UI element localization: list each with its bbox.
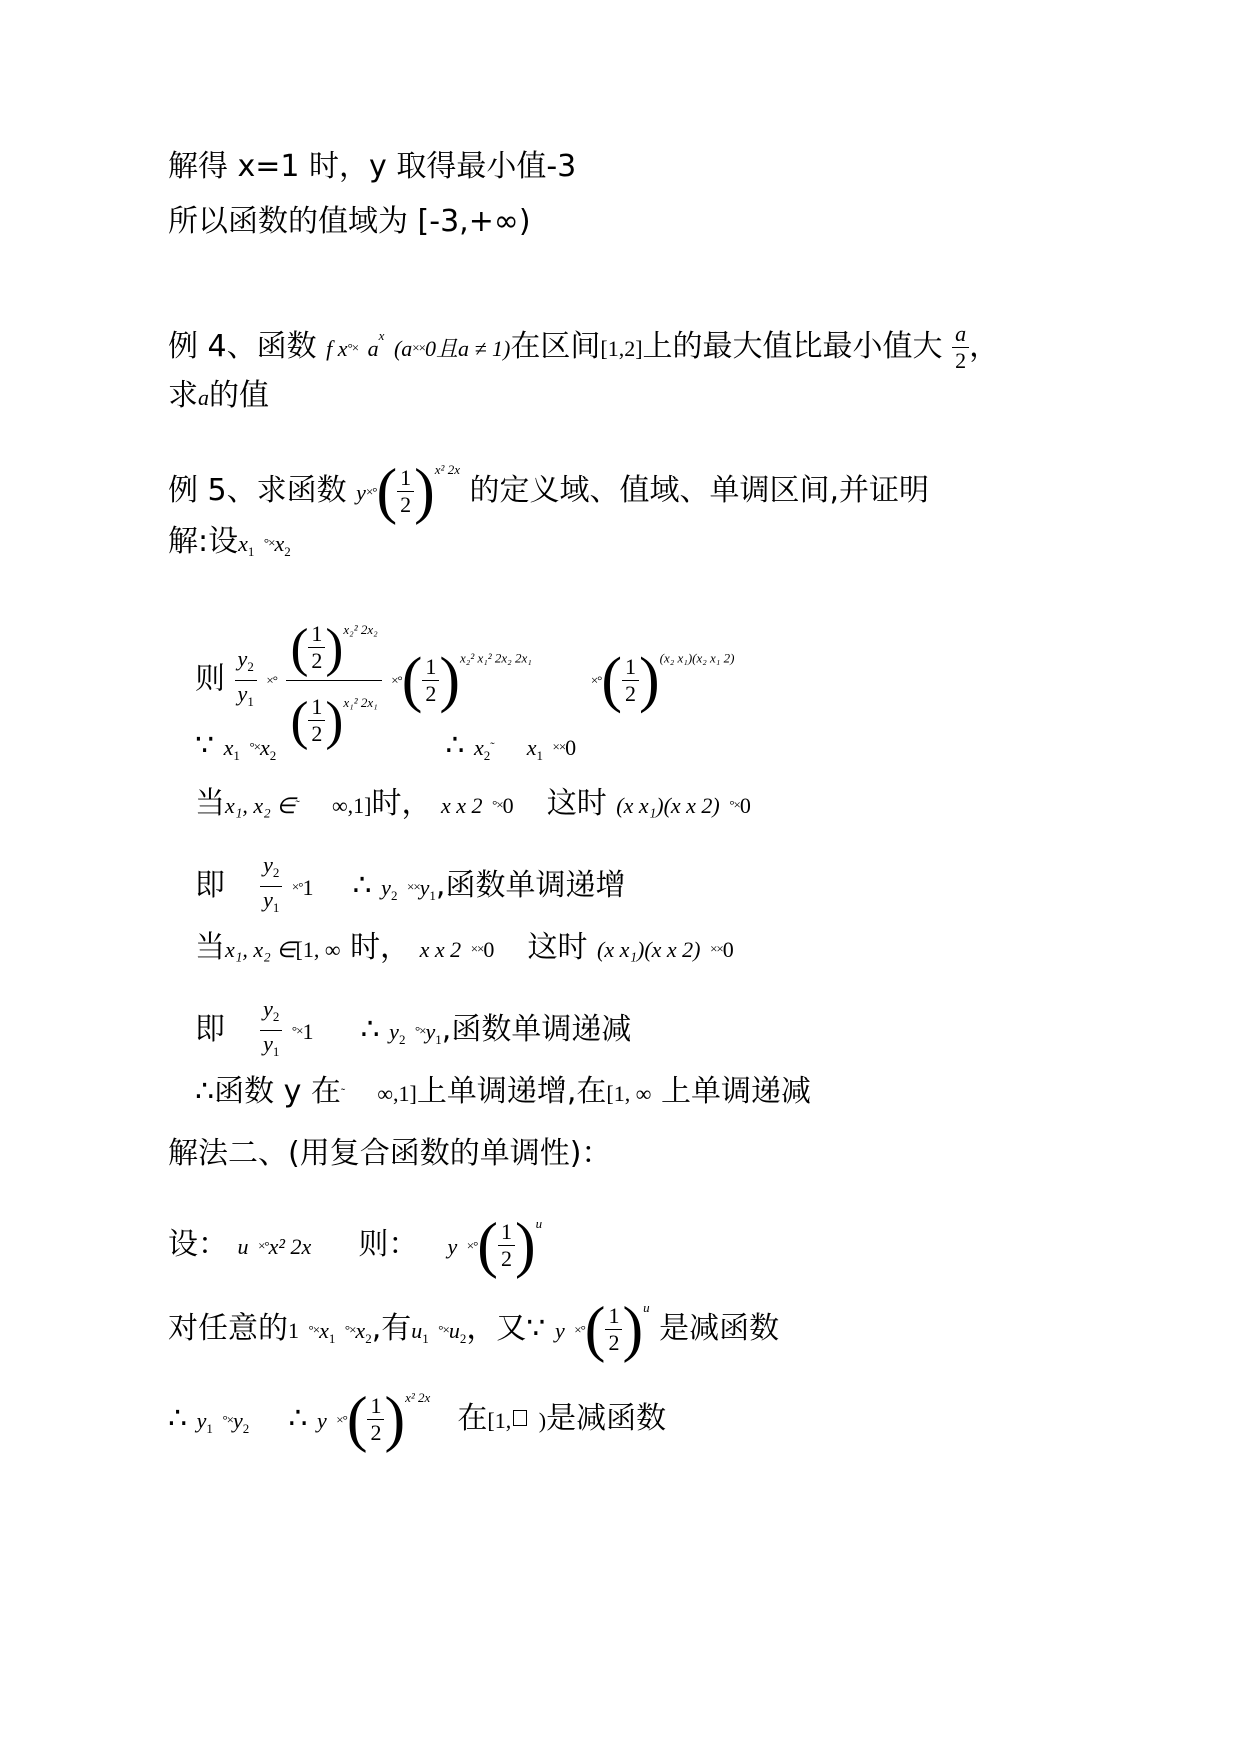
ratio-y2-y1: $\frac{y_2}{y_1}$	[235, 646, 257, 715]
arbitrary-statement: 对任意的1 $^\circ\times x_1$ $^\circ\times x_2$,有$u_1$ $^\circ\times u_2$，又∵ y ×°( $\frac{1}{2}$ )$^u$ 是减函数	[168, 1295, 780, 1364]
u-expression: x² 2x	[268, 1234, 312, 1259]
therefore-symbol-5: ∴	[288, 1401, 308, 1436]
increasing-text: ,函数单调递增	[435, 868, 626, 903]
example-4-comma: ，	[969, 329, 1000, 364]
example-4-function: f x	[326, 336, 348, 361]
conclusion-lead: ∴函数 y 在	[195, 1074, 341, 1109]
find-end: 的值	[209, 378, 269, 413]
monotonic-conclusion: ∴函数 y 在˜ ∞,1]上单调递增,在[1, ∞ 上单调递减	[195, 1074, 811, 1109]
ji-1-lead: 即	[195, 868, 225, 903]
decreasing-function-text: 是减函数	[659, 1311, 780, 1346]
final-conclusion: ∴ $y_1$ $^\circ\times y_2$ ∴ y ×°( $\frac{1}{2}$ )$^{x^2 2x}$ 在[1, )是减函数	[168, 1385, 667, 1454]
therefore-symbol-4: ∴	[168, 1401, 188, 1436]
case-2-expression: x x 2	[419, 937, 462, 962]
conclusion-mid: 上单调递增,在	[416, 1074, 607, 1109]
conclusion-end: 上单调递减	[660, 1074, 811, 1109]
case-1-range: ∞,1]	[331, 793, 372, 818]
find-lead: 求	[168, 378, 198, 413]
conclusion-increasing: 即 $\frac{y_2}{y_1}$ ×°1 ∴ $y_2 \times\times y_1$,函数单调递增	[195, 852, 626, 915]
case-1-expression: x x 2	[441, 793, 483, 818]
therefore-symbol: ∴	[445, 728, 465, 763]
case-2-product: (x x₁)(x x 2)	[597, 937, 701, 962]
example-4-condition-2: 0且a ≠ 1)	[424, 336, 511, 361]
in-text: 在	[457, 1401, 488, 1436]
example-4-find-a	[168, 376, 269, 418]
half-fraction: $\frac{1}{2}$	[397, 465, 414, 518]
because-line: ∵ $x_1$ $^\circ\times x_2$ ∴ $x_2˜$ $x_1 \times\times 0$	[195, 728, 577, 763]
example-5: 例 5、求函数 y×°( $\frac{1}{2}$ )$^{x^2 2x}$ 的定义域、值域、单调区间,并证明	[168, 457, 930, 526]
solution-set: 解:设$x_1$ $^\circ\times x_2$	[168, 524, 291, 559]
then-lead: 则	[195, 661, 225, 697]
increasing-interval: ∞,1]	[377, 1081, 417, 1106]
variable-a: a	[198, 385, 209, 410]
example-4-condition: (a	[393, 336, 413, 361]
missing-glyph-icon	[513, 1410, 527, 1426]
method-2-text: 解法二、(用复合函数的单调性)：	[168, 1136, 612, 1171]
power-ratio: ( $\frac{1}{2}$ )$^{x_2^2 2x_2}$ ( $\frac{1}{2}$ )$^{x_1^2 2x_1}$	[286, 610, 381, 750]
case-1: 当x₁, x₂ ∈˜ ∞,1]时， x x 2 °×0 这时 (x x₁)(x x 2) °×0	[195, 786, 751, 821]
method-2-heading	[168, 1134, 611, 1174]
exponent-middle: x₂² x₁² 2x₂ 2x₁	[460, 650, 532, 666]
example-4-interval: [1,2]	[600, 336, 643, 361]
example-5-lead: 例 5、求函数	[168, 473, 347, 508]
method-2-substitution: 设： u ×°x² 2x 则： y ×°( $\frac{1}{2}$ )$^u$	[168, 1211, 543, 1280]
because-symbol: ∵	[195, 728, 215, 763]
example-4-fraction: $\frac{a}{2}$	[952, 321, 969, 374]
case-1-then: 这时	[546, 786, 607, 821]
conclusion-decreasing: 即 $\frac{y_2}{y_1}$ °×1 ∴ $y_2$ $^\circ\times y_1$,函数单调递减	[195, 996, 632, 1059]
any-lead: 对任意的	[168, 1311, 288, 1346]
therefore-symbol-3: ∴	[360, 1012, 380, 1047]
case-1-product: (x x₁)(x x 2)	[616, 793, 720, 818]
final-interval: [1,	[487, 1408, 512, 1433]
example-5-exponent: x² 2x	[434, 462, 460, 477]
variable-u: u	[237, 1234, 249, 1259]
example-4-question: 上的最大值比最小值大	[642, 329, 943, 364]
ji-2-lead: 即	[195, 1012, 225, 1047]
text-line-min-value	[168, 147, 576, 187]
case-2-range: [1, ∞	[295, 937, 341, 962]
range-text: 所以函数的值域为 [-3,+∞)	[168, 204, 531, 239]
example-5-y: y	[356, 480, 366, 505]
text-line-range	[168, 202, 531, 242]
decreasing-text: ,函数单调递减	[441, 1012, 632, 1047]
case-2-when: 时，	[350, 930, 411, 965]
then-derivation: 则 $\frac{y_2}{y_1}$ ×° ( $\frac{1}{2}$ )$^{x_2^2 2x_2}$ ( $\frac{1}{2}$ )$^{x_1^2 2x_1}$ ×°( $\frac{1}{2}$ )$^{x_2^2 x_1^2 2x_2 2x_1}$ ×°( $\frac{1}{2}$ )$^{(x_2 x_1)(x_2 x_1 2)}$	[195, 610, 734, 750]
case-2-lead: 当	[195, 930, 225, 965]
case-1-when: 时，	[371, 786, 432, 821]
then-label: 则：	[358, 1227, 419, 1262]
solution-lead: 解:设	[168, 524, 239, 559]
case-2-then: 这时	[527, 930, 588, 965]
case-1-lead: 当	[195, 786, 225, 821]
example-4: 例 4、函数 f $x^\circ\times a^x$ (a××0且a ≠ 1)在区间[1,2]上的最大值比最小值大 $\frac{a}{2}$ ，	[168, 321, 1000, 373]
again-text: ，又∵	[466, 1311, 546, 1346]
set-lead: 设：	[168, 1227, 228, 1262]
example-4-lead: 例 4、函数	[168, 329, 317, 364]
decreasing-interval: [1, ∞	[606, 1081, 652, 1106]
example-4-base: a	[367, 336, 379, 361]
example-4-interval-lead: 在区间	[510, 329, 601, 364]
has-text: ,有	[371, 1311, 412, 1346]
final-end: 是减函数	[546, 1401, 667, 1436]
min-value-text: 解得 x=1 时，y 取得最小值-3	[168, 149, 577, 184]
case-2: 当x₁, x₂ ∈[1, ∞ 时， x x 2 ××0 这时 (x x₁)(x x 2) ××0	[195, 930, 734, 965]
exponent-end: (x₂ x₁)(x₂ x₁ 2)	[659, 650, 735, 666]
therefore-symbol-2: ∴	[352, 868, 372, 903]
example-5-question: 的定义域、值域、单调区间,并证明	[469, 473, 930, 508]
